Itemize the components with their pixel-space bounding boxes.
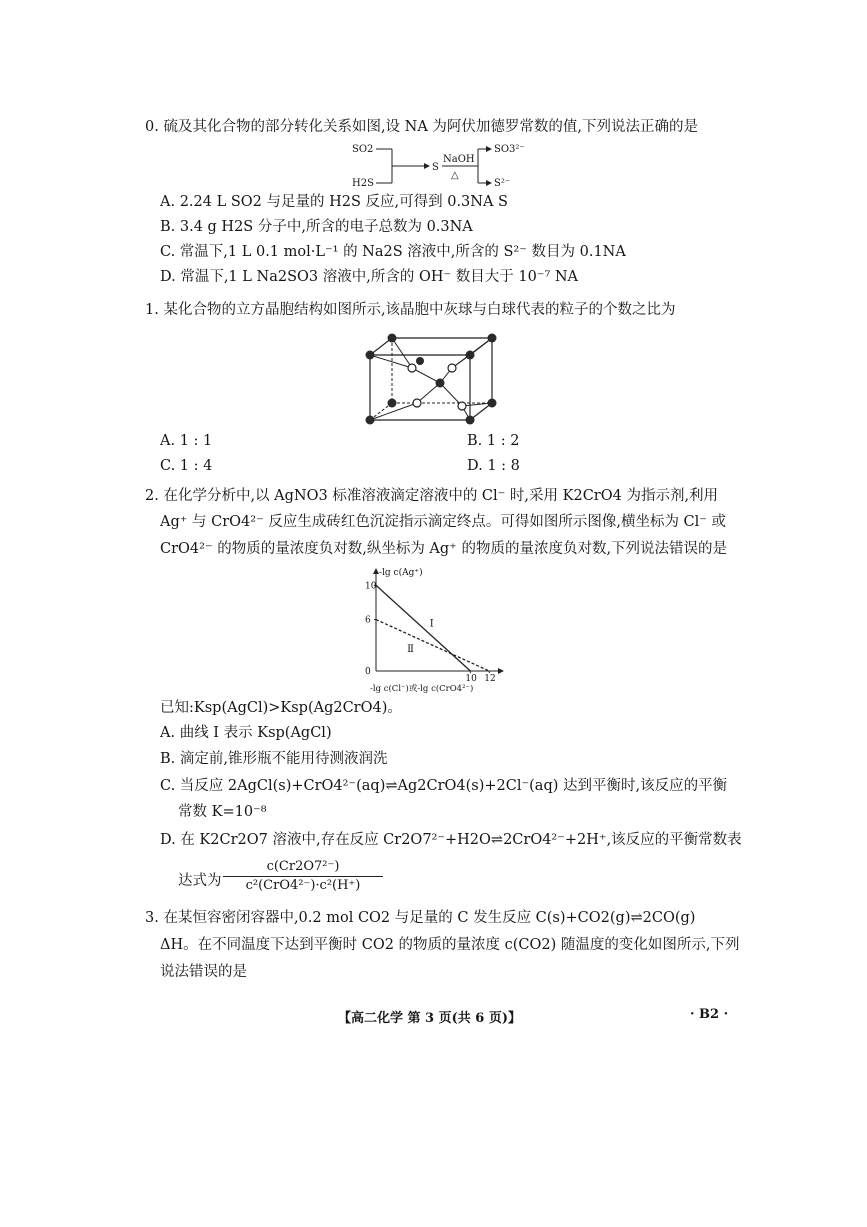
q13-stem-line-3: 说法错误的是 bbox=[160, 964, 247, 980]
paper-code: · B2 · bbox=[690, 1007, 729, 1022]
s-label: S bbox=[432, 162, 439, 173]
q12-stem-line-2: Ag⁺ 与 CrO4²⁻ 反应生成砖红色沉淀指示滴定终点。可得如图所示图像,横坐标为 Cl⁻ 或 bbox=[160, 514, 727, 530]
h2s-label: H2S bbox=[352, 178, 374, 189]
y-tick-label: 0 bbox=[365, 667, 371, 677]
q11-stem: 1. 某化合物的立方晶胞结构如图所示,该晶胞中灰球与白球代表的粒子的个数之比为 bbox=[145, 302, 676, 318]
x-tick-label: 12 bbox=[484, 674, 496, 684]
q12-option-c-cont: 常数 K=10⁻⁸ bbox=[178, 804, 267, 820]
q13-stem-line-1: 3. 在某恒容密闭容器中,0.2 mol CO2 与足量的 C 发生反应 C(s)+CO2(g)⇌2CO(g) bbox=[145, 910, 696, 926]
q11-option-d: D. 1 : 8 bbox=[467, 458, 520, 474]
q12-known: 已知:Ksp(AgCl)>Ksp(Ag2CrO4)。 bbox=[160, 700, 402, 716]
titration-chart bbox=[362, 564, 512, 694]
x-axis-arrow bbox=[498, 668, 504, 674]
q10-stem: 0. 硫及其化合物的部分转化关系如图,设 NA 为阿伏加德罗常数的值,下列说法正确的是 bbox=[145, 119, 699, 135]
q10-option-b: B. 3.4 g H2S 分子中,所含的电子总数为 0.3NA bbox=[160, 219, 473, 235]
curve-1-label: Ⅰ bbox=[429, 618, 434, 630]
y-axis-label: -lg c(Ag⁺) bbox=[379, 568, 423, 578]
curve-2-label: Ⅱ bbox=[407, 644, 414, 656]
so2-label: SO2 bbox=[352, 144, 374, 155]
y-tick-label: 10 bbox=[365, 581, 377, 592]
crystal-cell-diagram bbox=[362, 328, 502, 428]
so3-label: SO3²⁻ bbox=[494, 144, 525, 155]
page-footer: 【高二化学 第 3 页(共 6 页)】 bbox=[338, 1011, 522, 1026]
x-tick-label: 10 bbox=[465, 674, 477, 684]
naoh-label: NaOH bbox=[443, 154, 475, 165]
fraction-numerator: c(Cr2O7²⁻) bbox=[223, 858, 383, 877]
heat-label: △ bbox=[451, 170, 459, 181]
q11-option-c: C. 1 : 4 bbox=[160, 458, 213, 474]
q10-option-a: A. 2.24 L SO2 与足量的 H2S 反应,可得到 0.3NA S bbox=[160, 194, 508, 210]
q12-option-d: D. 在 K2Cr2O7 溶液中,存在反应 Cr2O7²⁻+H2O⇌2CrO4²⁻+2H⁺,该反应的平衡常数表 bbox=[160, 832, 742, 848]
q11-option-b: B. 1 : 2 bbox=[467, 433, 520, 449]
fraction-denominator: c²(CrO4²⁻)·c²(H⁺) bbox=[245, 878, 361, 893]
y-tick-label: 6 bbox=[365, 615, 371, 626]
q13-stem-line-2: ΔH。在不同温度下达到平衡时 CO2 的物质的量浓度 c(CO2) 随温度的变化如图所示,下列 bbox=[160, 937, 740, 953]
s2-label: S²⁻ bbox=[494, 178, 511, 189]
q12-option-a: A. 曲线 Ⅰ 表示 Ksp(AgCl) bbox=[160, 725, 332, 741]
q12-option-b: B. 滴定前,锥形瓶不能用待测液润洗 bbox=[160, 751, 388, 767]
q12-stem-line-3: CrO4²⁻ 的物质的量浓度负对数,纵坐标为 Ag⁺ 的物质的量浓度负对数,下列说法错误的是 bbox=[160, 541, 728, 557]
sulfur-conversion-diagram bbox=[350, 140, 570, 192]
q10-option-d: D. 常温下,1 L Na2SO3 溶液中,所含的 OH⁻ 数目大于 10⁻⁷ NA bbox=[160, 269, 579, 285]
q12-option-d-prefix: 达式为 bbox=[178, 873, 222, 889]
curve-1-line bbox=[376, 585, 470, 671]
q12-stem-line-1: 2. 在化学分析中,以 AgNO3 标准溶液滴定溶液中的 Cl⁻ 时,采用 K2CrO4 为指示剂,利用 bbox=[145, 488, 719, 504]
q10-option-c: C. 常温下,1 L 0.1 mol·L⁻¹ 的 Na2S 溶液中,所含的 S²⁻ 数目为 0.1NA bbox=[160, 244, 626, 260]
q12-fraction bbox=[223, 858, 383, 894]
q11-option-a: A. 1 : 1 bbox=[160, 433, 213, 449]
q12-option-c: C. 当反应 2AgCl(s)+CrO4²⁻(aq)⇌Ag2CrO4(s)+2Cl⁻(aq) 达到平衡时,该反应的平衡 bbox=[160, 778, 728, 794]
x-axis-label: -lg c(Cl⁻)或-lg c(CrO4²⁻) bbox=[370, 684, 474, 694]
